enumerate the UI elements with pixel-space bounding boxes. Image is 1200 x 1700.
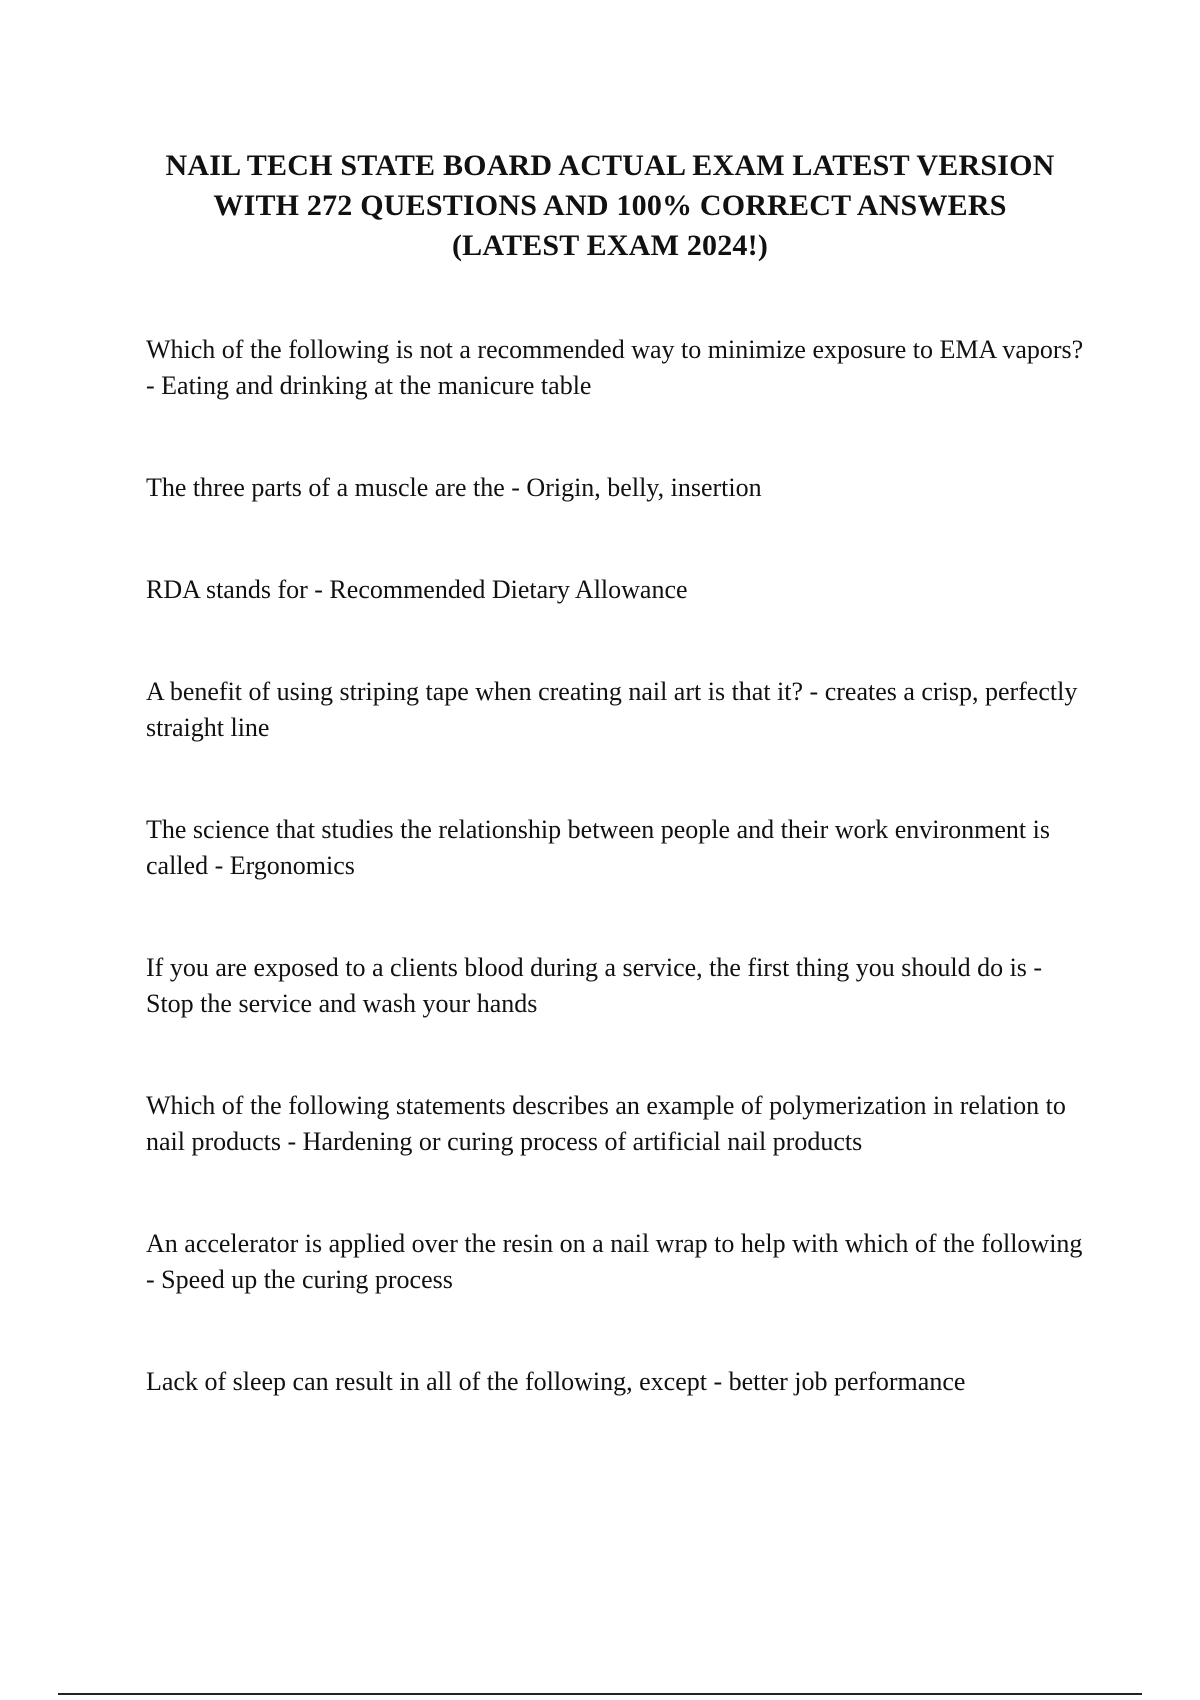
qa-item: Which of the following is not a recommended way to minimize exposure to EMA vapors? - Eating and drinking at the manicure table [146, 335, 1084, 400]
qa-item: An accelerator is applied over the resin on a nail wrap to help with which of the following - Speed up the curing process [146, 1229, 1083, 1294]
qa-item: The three parts of a muscle are the - Origin, belly, insertion [146, 473, 762, 502]
qa-item: The science that studies the relationship between people and their work environment is called - Ergonomics [146, 815, 1050, 880]
qa-item: Lack of sleep can result in all of the following, except - better job performance [146, 1367, 966, 1396]
question-answer-list [146, 332, 1096, 1400]
qa-item: RDA stands for - Recommended Dietary Allowance [146, 575, 688, 604]
document-title: NAIL TECH STATE BOARD ACTUAL EXAM LATEST VERSION WITH 272 QUESTIONS AND 100% CORRECT ANSWERS (LATEST EXAM 2024!) [165, 149, 1055, 262]
qa-item: A benefit of using striping tape when creating nail art is that it? - creates a crisp, perfectly straight line [146, 677, 1078, 742]
qa-item: Which of the following statements describes an example of polymerization in relation to nail products - Hardening or curing process of artificial nail products [146, 1091, 1066, 1156]
qa-item: If you are exposed to a clients blood during a service, the first thing you should do is - Stop the service and wash your hands [146, 953, 1043, 1018]
footer-divider [58, 1693, 1142, 1695]
